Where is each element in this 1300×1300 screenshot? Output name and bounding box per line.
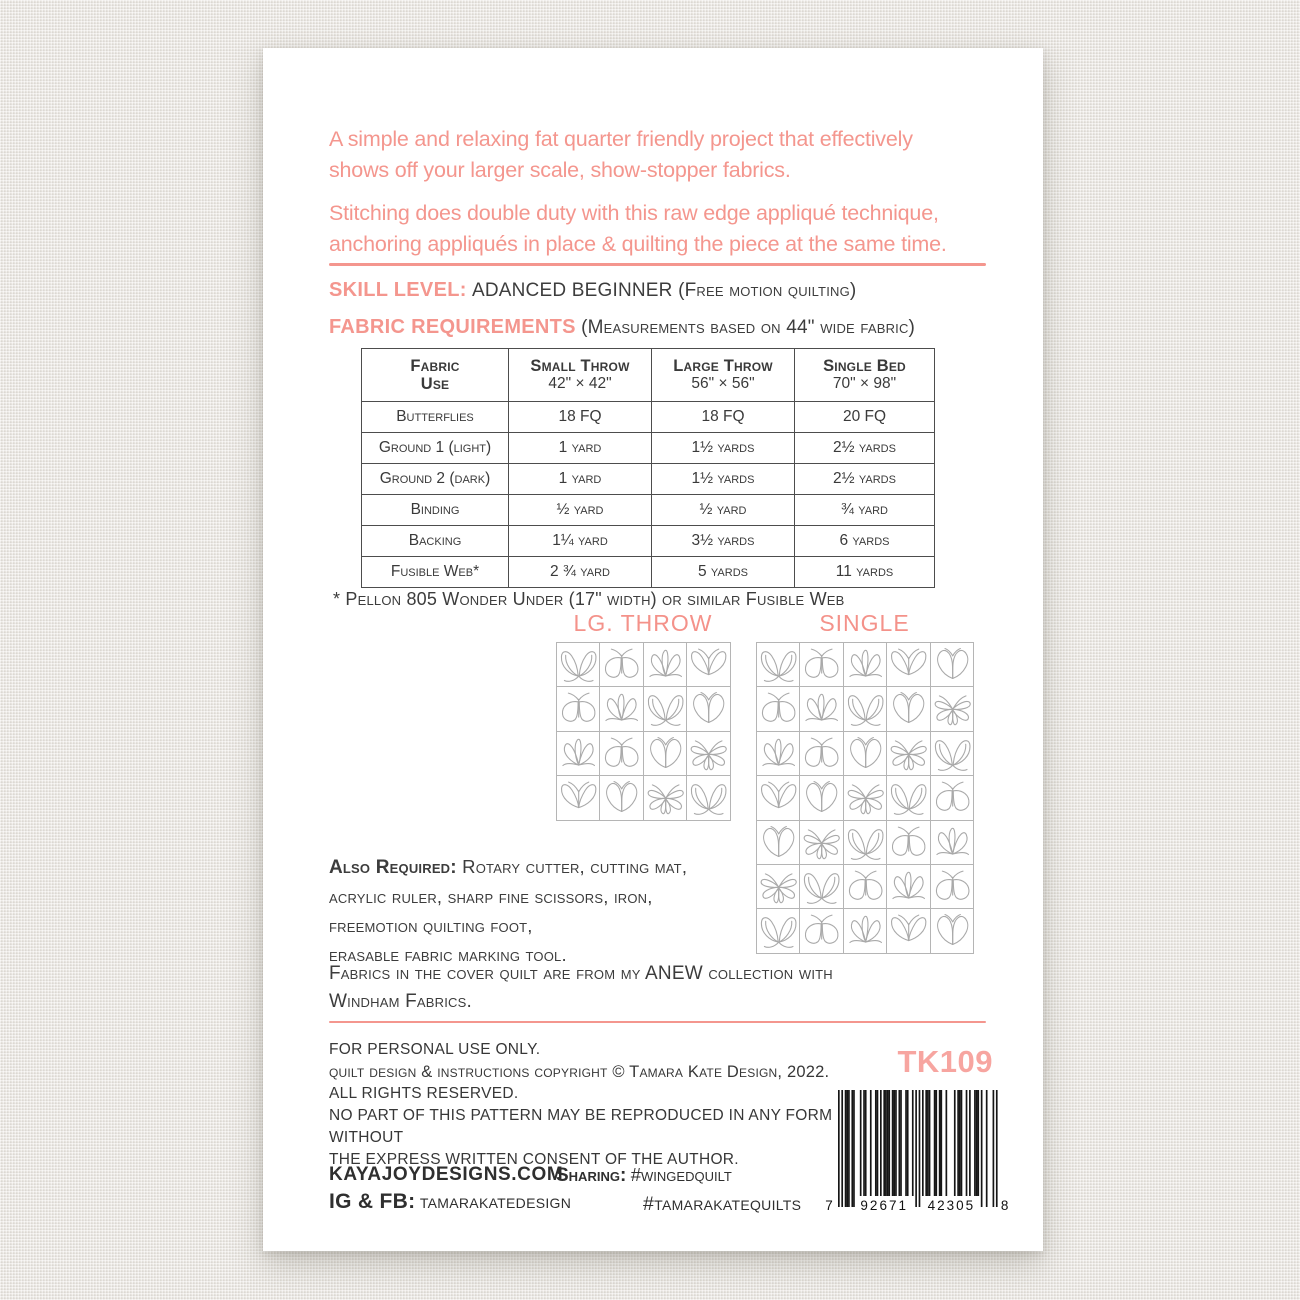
quilts-hashtag-wrap — [643, 1193, 801, 1216]
cell-value: 1 yard — [509, 464, 652, 495]
website-url: KAYAJOYDESIGNS.COM — [329, 1164, 564, 1185]
cell-value: 1 yard — [509, 433, 652, 464]
barcode-graphic — [822, 1088, 1014, 1220]
moth-motif-cell — [843, 864, 887, 908]
skill-level-value: ADANCED BEGINNER (Free motion quilting) — [471, 280, 857, 301]
heart-motif-cell — [843, 731, 887, 775]
fan-motif-cell — [599, 686, 643, 730]
cell-value: 20 FQ — [795, 402, 935, 433]
heart-motif-cell — [930, 642, 974, 686]
wings-motif-cell — [886, 908, 930, 952]
also-required-label: Also Required: — [329, 857, 457, 878]
moth-motif-cell — [799, 908, 843, 952]
fan-motif-cell — [886, 864, 930, 908]
legal-block — [329, 1039, 889, 1171]
svg-text:42305: 42305 — [927, 1198, 976, 1213]
row-label: Ground 1 (light) — [362, 433, 509, 464]
fabrics-note-line1: Fabrics in the cover quilt are from my ANEW collection with — [329, 963, 833, 984]
moth-motif-cell — [930, 864, 974, 908]
cell-value: 11 yards — [795, 557, 935, 588]
footer-line-2 — [329, 1190, 571, 1214]
fabric-requirements-label: FABRIC REQUIREMENTS — [329, 316, 576, 338]
moth-motif-cell — [599, 731, 643, 775]
row-label: Binding — [362, 495, 509, 526]
moth-motif-cell — [799, 642, 843, 686]
fabric-requirements-note: (Measurements based on 44" wide fabric) — [581, 317, 916, 338]
single-quilt-diagram — [756, 642, 974, 954]
social-label: IG & FB: — [329, 1190, 416, 1213]
also-required-block — [329, 852, 769, 969]
intro-p1-line1: A simple and relaxing fat quarter friendly project that effectively — [329, 127, 913, 151]
lg-throw-quilt-diagram — [556, 642, 731, 821]
single-label: SINGLE — [819, 610, 910, 636]
fan-motif-cell — [843, 908, 887, 952]
svg-text:7: 7 — [825, 1198, 835, 1213]
splay-motif-cell — [843, 775, 887, 819]
cell-value: 3½ yards — [652, 526, 795, 557]
wings-motif-cell — [686, 642, 730, 686]
butterfly-motif-cell — [843, 686, 887, 730]
splay-motif-cell — [799, 820, 843, 864]
heart-motif-cell — [599, 775, 643, 819]
divider-bottom — [329, 1021, 986, 1023]
splay-motif-cell — [686, 731, 730, 775]
fabric-requirements-line — [329, 316, 915, 339]
cell-value: ½ yard — [509, 495, 652, 526]
col-header-single-bed: Single Bed 70" × 98" — [795, 349, 935, 402]
cell-value: ¾ yard — [795, 495, 935, 526]
wings-motif-cell — [756, 775, 800, 819]
table-row — [362, 433, 935, 464]
also-required-line: acrylic ruler, sharp fine scissors, iron, — [329, 886, 653, 907]
skill-level-label: SKILL LEVEL: — [329, 279, 467, 301]
cell-value: 6 yards — [795, 526, 935, 557]
also-required-line: freemotion quilting foot, — [329, 915, 533, 936]
row-label: Backing — [362, 526, 509, 557]
cell-value: 2 ¾ yard — [509, 557, 652, 588]
cell-value: 1½ yards — [652, 433, 795, 464]
row-label: Butterflies — [362, 402, 509, 433]
fabric-requirements-table — [361, 348, 935, 588]
butterfly-motif-cell — [756, 642, 800, 686]
table-row — [362, 402, 935, 433]
also-required-line: Also Required: Rotary cutter, cutting mat, — [329, 856, 688, 878]
butterfly-motif-cell — [843, 820, 887, 864]
wings-motif-cell — [556, 775, 600, 819]
heart-motif-cell — [886, 686, 930, 730]
svg-text:92671: 92671 — [860, 1198, 908, 1213]
legal-line: FOR PERSONAL USE ONLY. — [329, 1041, 541, 1058]
intro-paragraph-2 — [329, 198, 1009, 260]
table-row — [362, 557, 935, 588]
upc-barcode — [822, 1088, 1014, 1225]
splay-motif-cell — [886, 731, 930, 775]
heart-motif-cell — [686, 686, 730, 730]
fan-motif-cell — [556, 731, 600, 775]
butterfly-motif-cell — [886, 775, 930, 819]
table-header-row — [362, 349, 935, 402]
intro-p2-line1: Stitching does double duty with this raw edge appliqué technique, — [329, 201, 939, 225]
cell-value: ½ yard — [652, 495, 795, 526]
svg-text:8: 8 — [1000, 1198, 1011, 1213]
heart-motif-cell — [643, 731, 687, 775]
heart-motif-cell — [799, 775, 843, 819]
table-row — [362, 495, 935, 526]
butterfly-motif-cell — [799, 864, 843, 908]
butterfly-motif-cell — [930, 731, 974, 775]
intro-p1-line2: shows off your larger scale, show-stopper fabrics. — [329, 158, 791, 182]
wings-motif-cell — [886, 642, 930, 686]
butterfly-motif-cell — [556, 642, 600, 686]
col-header-large-throw: Large Throw 56" × 56" — [652, 349, 795, 402]
footer-line-1 — [329, 1164, 563, 1186]
cell-value: 2½ yards — [795, 433, 935, 464]
table-row — [362, 464, 935, 495]
social-handle: tamarakatedesign — [419, 1191, 572, 1213]
moth-motif-cell — [886, 820, 930, 864]
sharing-hashtag: #wingedquilt — [630, 1164, 732, 1185]
moth-motif-cell — [930, 775, 974, 819]
cell-value: 2½ yards — [795, 464, 935, 495]
fan-motif-cell — [843, 642, 887, 686]
product-code: TK109 — [897, 1044, 993, 1079]
sharing-line — [556, 1164, 732, 1187]
fabrics-note-line2: Windham Fabrics. — [329, 991, 472, 1012]
sharing-label: Sharing: — [556, 1165, 627, 1186]
cell-value: 18 FQ — [652, 402, 795, 433]
fan-motif-cell — [756, 731, 800, 775]
fan-motif-cell — [799, 686, 843, 730]
quilts-hashtag: #tamarakatequilts — [643, 1193, 802, 1215]
pattern-back-cover — [263, 48, 1043, 1251]
legal-line: THE EXPRESS WRITTEN CONSENT OF THE AUTHOR. — [329, 1151, 739, 1168]
moth-motif-cell — [799, 731, 843, 775]
divider-top — [329, 263, 986, 266]
col-header-small-throw: Small Throw 42" × 42" — [509, 349, 652, 402]
cell-value: 5 yards — [652, 557, 795, 588]
fan-motif-cell — [643, 642, 687, 686]
legal-line: ALL RIGHTS RESERVED. — [329, 1085, 519, 1102]
butterfly-motif-cell — [643, 686, 687, 730]
moth-motif-cell — [756, 686, 800, 730]
cell-value: 18 FQ — [509, 402, 652, 433]
intro-paragraph-1 — [329, 124, 989, 186]
butterfly-motif-cell — [686, 775, 730, 819]
table-row — [362, 526, 935, 557]
cell-value: 1¼ yard — [509, 526, 652, 557]
splay-motif-cell — [643, 775, 687, 819]
fan-motif-cell — [930, 820, 974, 864]
lg-throw-label: LG. THROW — [573, 610, 713, 636]
fusible-web-footnote: * Pellon 805 Wonder Under (17" width) or similar Fusible Web — [333, 589, 845, 609]
col-header-fabric-use: Fabric Use — [362, 349, 509, 402]
also-required-line: erasable fabric marking tool. — [329, 944, 567, 965]
legal-line: quilt design & instructions copyright © Tamara Kate Design, 2022. — [329, 1063, 830, 1081]
intro-p2-line2: anchoring appliqués in place & quilting the piece at the same time. — [329, 232, 947, 256]
cell-value: 1½ yards — [652, 464, 795, 495]
skill-level-line — [329, 279, 856, 302]
legal-line: NO PART OF THIS PATTERN MAY BE REPRODUCED IN ANY FORM WITHOUT — [329, 1107, 833, 1146]
moth-motif-cell — [599, 642, 643, 686]
fabrics-note — [329, 960, 1009, 1016]
row-label: Fusible Web* — [362, 557, 509, 588]
splay-motif-cell — [930, 686, 974, 730]
row-label: Ground 2 (dark) — [362, 464, 509, 495]
moth-motif-cell — [556, 686, 600, 730]
heart-motif-cell — [930, 908, 974, 952]
